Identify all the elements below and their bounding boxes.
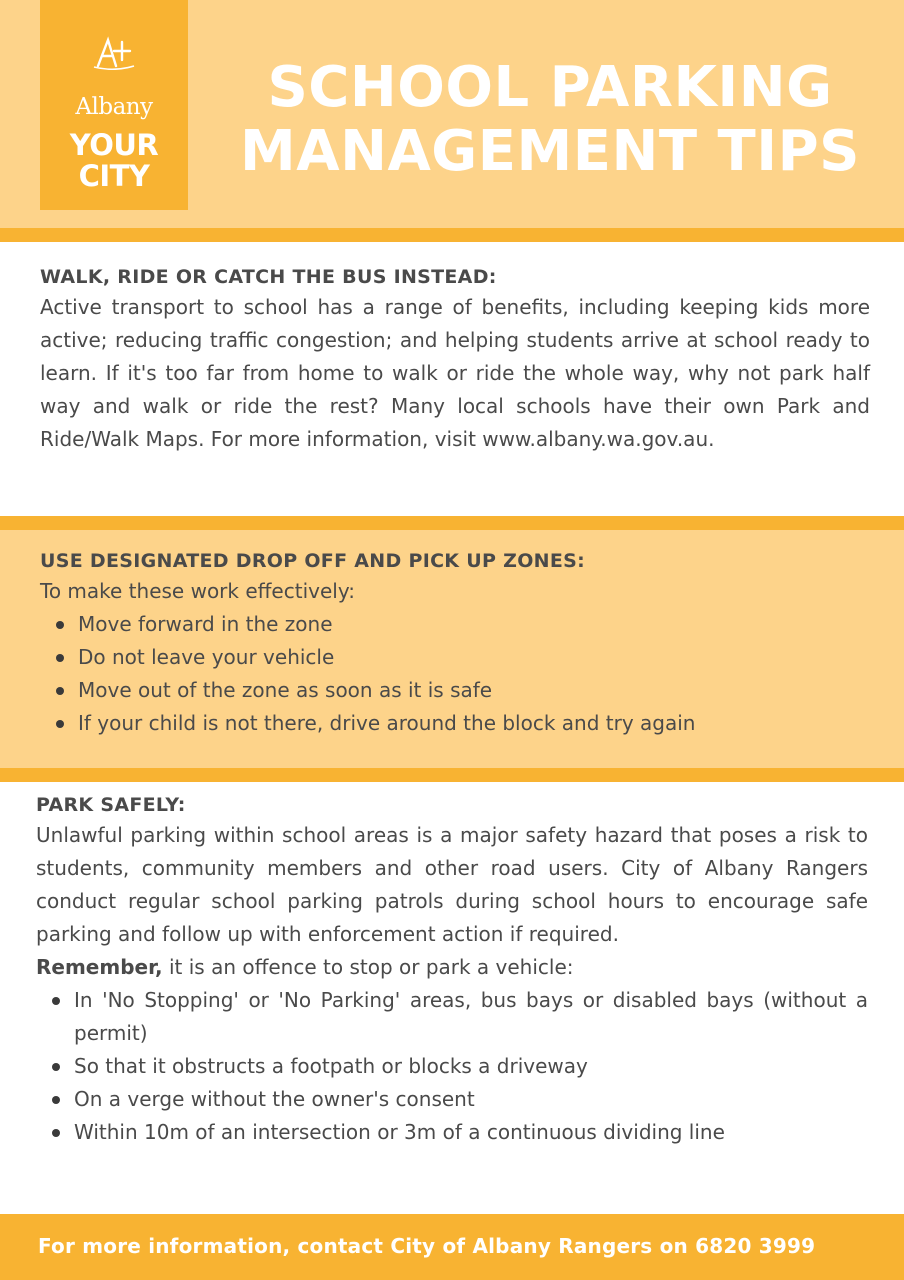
list-item: Move forward in the zone <box>40 608 870 641</box>
page-title-line2: MANAGEMENT TIPS <box>240 119 860 184</box>
list-item: So that it obstructs a footpath or blocks a driveway <box>36 1050 868 1083</box>
section-intro: To make these work effectively: <box>40 579 355 603</box>
logo-tagline-line2: CITY <box>78 159 150 193</box>
page-title-line1: SCHOOL PARKING <box>267 55 833 120</box>
list-item: Do not leave your vehicle <box>40 641 870 674</box>
divider-stripe <box>0 516 904 530</box>
section-heading: PARK SAFELY: <box>36 794 186 816</box>
footer-contact-text: For more information, contact City of Albany Rangers on 6820 3999 <box>38 1234 816 1258</box>
section-heading: WALK, RIDE OR CATCH THE BUS INSTEAD: <box>40 266 497 288</box>
section-heading: USE DESIGNATED DROP OFF AND PICK UP ZONES: <box>40 550 586 572</box>
zones-bullet-list <box>40 608 870 740</box>
page-title <box>210 56 890 184</box>
section-body: Unlawful parking within school areas is a major safety hazard that poses a risk to students, community members and other road users. City of Albany Rangers conduct regular school parking patrols during school hours to encourage safe parking and follow up with enforcement action if required. <box>36 823 868 946</box>
section-park-safely <box>0 782 904 1214</box>
logo-tagline-line1: YOUR <box>69 128 159 162</box>
logo-city-name <box>75 94 152 120</box>
list-item: In 'No Stopping' or 'No Parking' areas, bus bays or disabled bays (without a permit) <box>36 984 868 1050</box>
remember-rest: it is an offence to stop or park a vehicle: <box>162 955 574 979</box>
remember-bold: Remember, <box>36 955 163 979</box>
section-drop-off-zones <box>0 530 904 768</box>
section-body: Active transport to school has a range of benefits, including keeping kids more active; reducing traffic congestion; and helping students arrive at school ready to learn. If it's too far from home to walk or ride the whole way, why not park half way and walk or ride the rest? Many local schools have their own Park and Ride/Walk Maps. For more information, visit www.albany.wa.gov.au. <box>40 295 870 451</box>
list-item: On a verge without the owner's consent <box>36 1083 868 1116</box>
remember-line <box>36 951 868 984</box>
footer-bar <box>0 1214 904 1280</box>
list-item: Within 10m of an intersection or 3m of a continuous dividing line <box>36 1116 868 1149</box>
offence-bullet-list <box>36 984 868 1149</box>
section-walk-ride-bus <box>0 242 904 516</box>
city-logo <box>40 0 188 210</box>
a-plus-sailboat-icon <box>84 36 144 100</box>
list-item: If your child is not there, drive around the block and try again <box>40 707 870 740</box>
list-item: Move out of the zone as soon as it is safe <box>40 674 870 707</box>
logo-tagline <box>70 130 159 192</box>
divider-stripe <box>0 768 904 782</box>
logo-city-name-text: Albany <box>75 94 153 120</box>
header-banner <box>0 0 904 228</box>
divider-stripe <box>0 228 904 242</box>
